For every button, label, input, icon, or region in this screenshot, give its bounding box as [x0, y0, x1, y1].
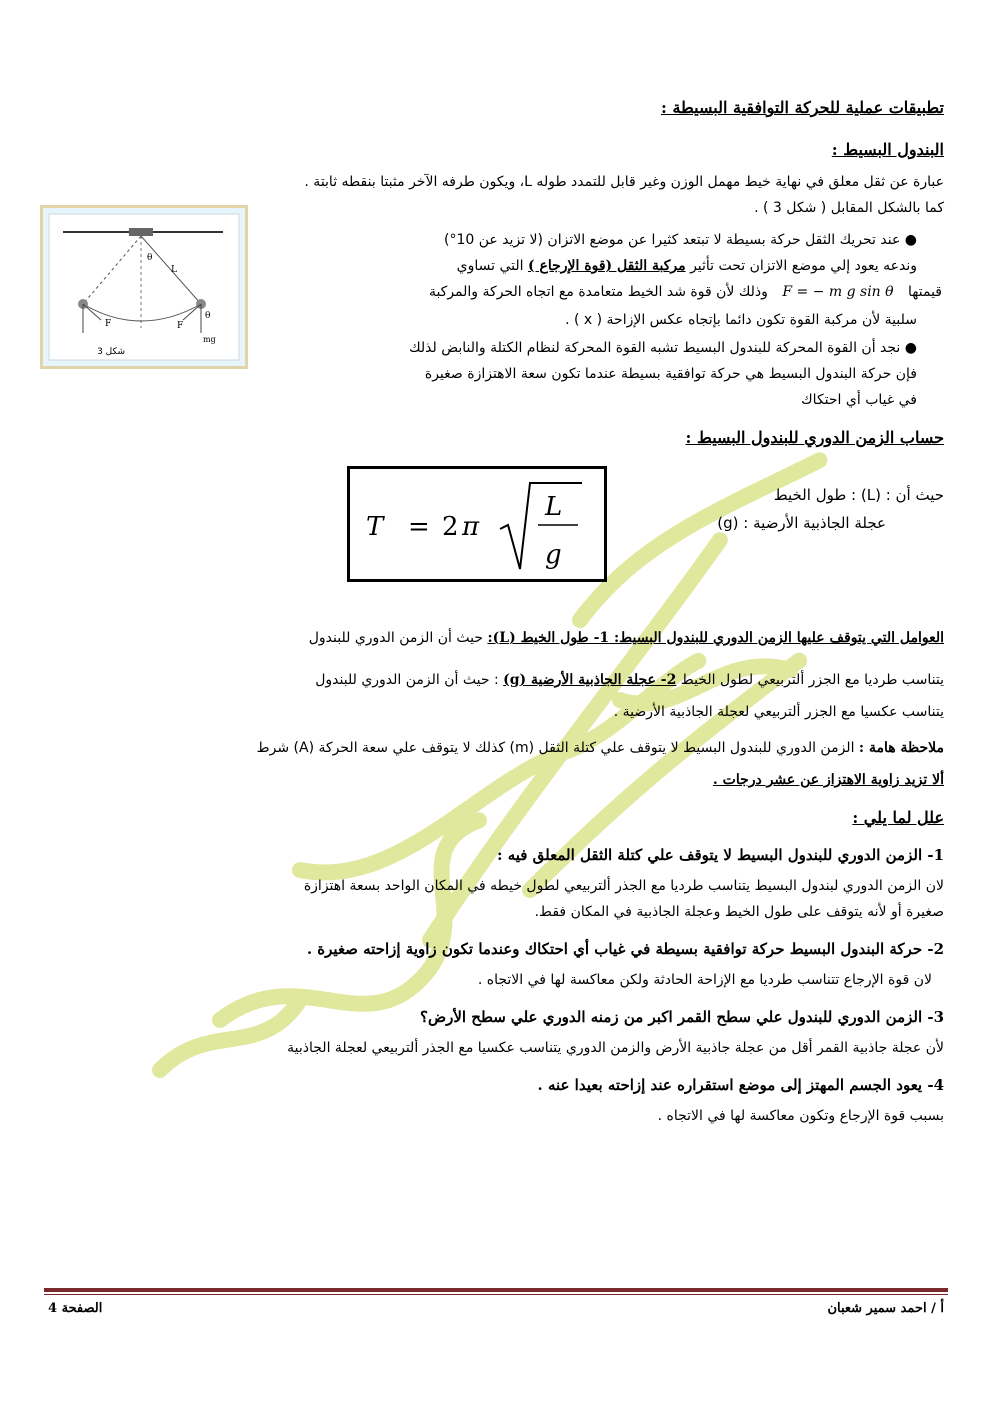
answer-1-line2: صغيرة أو لأنه يتوقف على طول الخيط وعجلة الجاذبية في المكان فقط. [534, 904, 944, 920]
sqrt-radical [500, 483, 582, 569]
restoring-force-formula: F = − m g sin θ [782, 284, 894, 300]
formula-equals: = [408, 512, 430, 542]
factors-line2: يتناسب طرديا مع الجزر ألتربيعي لطول الخيط 2- عجلة الجاذبية الأرضية (g) : حيث أن الزمن الدوري للبندول [315, 672, 944, 688]
footer-author: أ / احمد سمير شعبان [827, 1301, 944, 1316]
bullet2-line3: في غياب أي احتكاك [801, 392, 917, 408]
answer-3: لأن عجلة جاذبية القمر أقل من عجلة جاذبية الأرض والزمن الدوري يتناسب عكسيا مع الجذر ألتربيعي لعجلة الجاذبية [287, 1040, 944, 1056]
length-definition: حيث أن : (L) : طول الخيط [773, 486, 944, 504]
period-formula [350, 469, 604, 579]
bullet1-line4: سلبية لأن مركبة القوة تكون دائما بإتجاه عكس الإزاحة ( x ) . [565, 312, 917, 328]
figure-label-force-left: F [105, 319, 112, 329]
figure-label-theta: θ [147, 253, 153, 263]
formula-two: 2 [442, 512, 459, 542]
bullet2-line1: ● نجد أن القوة المحركة للبندول البسيط تشبه القوة المحركة لنظام الكتلة والنابض لذلك [409, 340, 917, 356]
page-title: تطبيقات عملية للحركة التوافقية البسيطة : [660, 98, 944, 117]
answer-4: بسبب قوة الإرجاع وتكون معاكسة لها في الاتجاه . [657, 1108, 944, 1124]
figure-label-weight: mg [203, 335, 216, 344]
footer-rule-thin [44, 1294, 948, 1295]
note-line2: ألا تزيد زاوية الاهتزاز عن عشر درجات . [712, 772, 944, 788]
figure-label-theta-right: θ [205, 311, 211, 321]
pendulum-definition-line1: عبارة عن ثقل معلق في نهاية خيط مهمل الوزن وغير قابل للتمدد طوله L، ويكون طرفه الآخر مثبتا بنقطه ثابتة . [304, 174, 944, 190]
figure-caption: شكل 3 [97, 347, 125, 357]
restoring-force-term: مركبة الثقل (قوة الإرجاع ) [528, 258, 686, 274]
period-heading: حساب الزمن الدوري للبندول البسيط : [685, 428, 944, 447]
question-4: 4- يعود الجسم المهتز إلى موضع استقراره عند إزاحته بعيدا عنه . [537, 1076, 944, 1094]
bullet-icon: ● [904, 232, 917, 248]
note-line1: ملاحظة هامة : الزمن الدوري للبندول البسيط لا يتوقف علي كتلة الثقل (m) كذلك لا يتوقف علي سعة الحركة (A) شرط [256, 740, 944, 756]
factors-line1: العوامل التي يتوقف عليها الزمن الدوري للبندول البسيط: 1- طول الخيط (L): حيث أن الزمن الدوري للبندول [308, 630, 944, 646]
bullet-icon: ● [904, 340, 917, 356]
formula-pi: π [462, 512, 480, 542]
formula-g: g [545, 540, 562, 570]
pendulum-figure [40, 205, 248, 369]
bullet1-line2: وندعه يعود إلي موضع الاتزان تحت تأثير مركبة الثقل (قوة الإرجاع ) التي تساوي [456, 258, 917, 274]
factor-gravity-heading: 2- عجلة الجاذبية الأرضية (g) [503, 672, 677, 688]
footer-rule [44, 1288, 948, 1292]
bullet1-line1: ● عند تحريك الثقل حركة بسيطة لا تبتعد كثيرا عن موضع الاتزان (لا تزيد عن 10°) [444, 232, 917, 248]
answer-2: لان قوة الإرجاع تتناسب طرديا مع الإزاحة الحادثة ولكن معاكسة لها في الاتجاه . [477, 972, 932, 988]
question-3: 3- الزمن الدوري للبندول علي سطح القمر اكبر من زمنه الدوري علي سطح الأرض؟ [420, 1008, 944, 1026]
factors-line3: يتناسب عكسيا مع الجزر ألتربيعي لعجلة الجاذبية الأرضية . [613, 704, 944, 720]
note-label: ملاحظة هامة : [858, 740, 944, 756]
period-formula-box [347, 466, 607, 582]
answer-1-line1: لان الزمن الدوري لبندول البسيط يتناسب طرديا مع الجذر ألتربيعي لطول خيطه في المكان الواحد بسعة اهتزازة [303, 878, 944, 894]
figure-label-length: L [171, 265, 177, 275]
formula-L: L [545, 492, 563, 522]
question-2: 2- حركة البندول البسيط حركة توافقية بسيطة في غياب أي احتكاك وعندما تكون زاوية إزاحته صغيرة . [306, 940, 944, 958]
pendulum-diagram [43, 208, 245, 366]
gravity-definition: (g) : عجلة الجاذبية الأرضية [717, 514, 886, 532]
explain-heading: علل لما يلي : [852, 808, 944, 827]
bullet2-line2: فإن حركة البندول البسيط هي حركة توافقية بسيطة عندما تكون سعة الاهتزازة صغيرة [424, 366, 917, 382]
footer-page-number: الصفحة 4 [48, 1301, 103, 1316]
figure-label-force-right: F [177, 321, 184, 331]
pendulum-definition-line2: كما بالشكل المقابل ( شكل 3 ) . [754, 200, 944, 216]
factors-heading: العوامل التي يتوقف عليها الزمن الدوري للبندول البسيط: 1- طول الخيط (L): [487, 630, 944, 646]
pendulum-heading: البندول البسيط : [831, 140, 944, 159]
formula-T: T [366, 512, 384, 542]
bullet1-line3: قيمتها F = − m g sin θ وذلك لأن قوة شد الخيط متعامدة مع اتجاه الحركة والمركبة [428, 284, 942, 300]
question-1: 1- الزمن الدوري للبندول البسيط لا يتوقف علي كتلة الثقل المعلق فيه : [496, 846, 944, 864]
